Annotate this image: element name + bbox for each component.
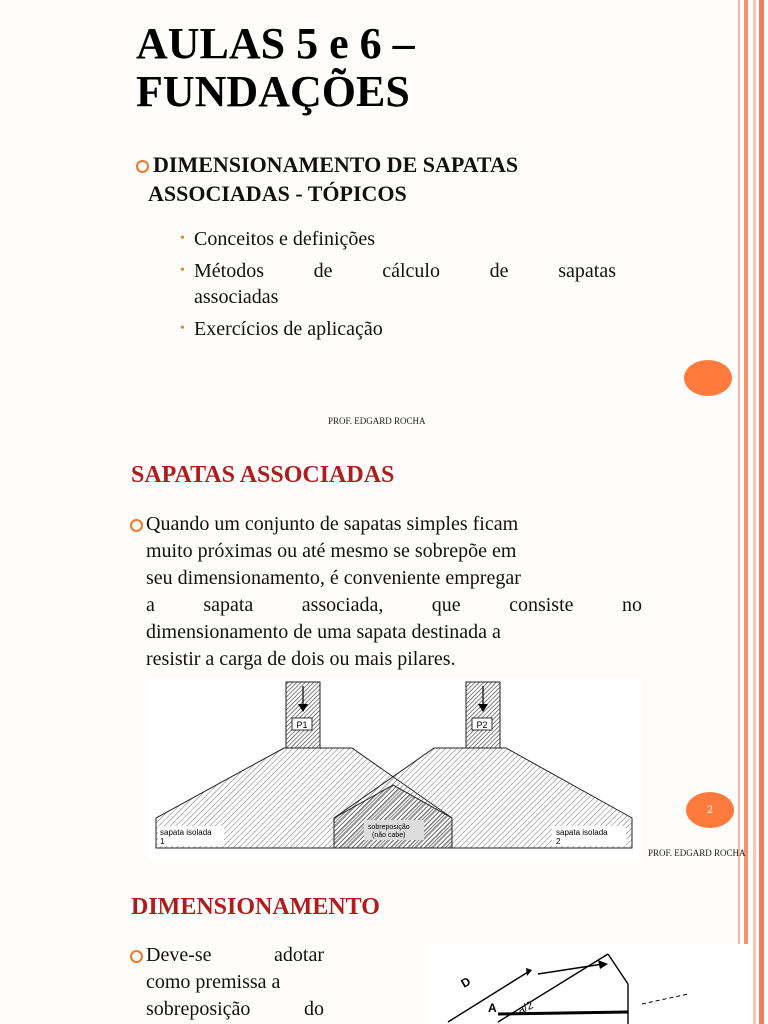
label-a: A [488, 1001, 497, 1015]
dimension-diagram [428, 944, 748, 1024]
topic-heading: DIMENSIONAMENTO DE SAPATAS ASSOCIADAS - TÓPICOS [136, 150, 636, 208]
slide-title: AULAS 5 e 6 – FUNDAÇÕES [136, 19, 415, 116]
label-d: D [458, 974, 474, 991]
dot-bullet-icon: • [180, 321, 185, 336]
topic-list [180, 226, 616, 348]
decorative-stripes [736, 0, 768, 432]
pillar-1-label: P1 [296, 720, 308, 730]
circle-bullet-icon [130, 950, 143, 963]
section-paragraph: Deve-se adotar como premissa a sobreposição do [130, 942, 324, 1023]
label-a-half: a/2 [516, 999, 536, 1017]
decorative-stripes [736, 432, 768, 864]
footer-author: PROF. EDGARD ROCHA [328, 416, 426, 426]
pillar-2-label: P2 [476, 720, 488, 730]
justified-line: Deve-se adotar [146, 944, 324, 966]
slide-1 [0, 0, 768, 432]
circle-bullet-icon [130, 519, 143, 532]
slide-3 [0, 864, 768, 1024]
section-heading: SAPATAS ASSOCIADAS [131, 462, 395, 488]
label-overlap-note: (não cabe) [372, 832, 406, 839]
sapata-diagram [148, 678, 642, 860]
list-item: • Conceitos e definições [180, 228, 376, 250]
label-isolated-1: sapata isolada [160, 828, 212, 837]
label-isolated-2-num: 2 [556, 837, 561, 846]
circle-bullet-icon [136, 160, 149, 173]
decorative-circle [684, 360, 732, 396]
label-isolated-2: sapata isolada [556, 828, 608, 837]
label-isolated-1-num: 1 [160, 837, 165, 846]
dot-bullet-icon: • [180, 263, 185, 278]
list-item: • Exercícios de aplicação [180, 318, 383, 340]
justified-line: sobreposição do [146, 998, 324, 1020]
slide-2 [0, 432, 768, 864]
label-overlap: sobreposição [368, 824, 410, 831]
list-item: • Métodos de cálculo de sapatas associadas [180, 260, 616, 308]
footer-author: PROF. EDGARD ROCHA [648, 848, 746, 858]
section-paragraph: Quando um conjunto de sapatas simples ficam muito próximas ou até mesmo se sobrepõe em seu dimensionamento, é conveniente empregar a sapata associada, que consiste no dimensionamento de uma sapata destinada a resistir a carga de dois ou mais pilares. [130, 511, 642, 673]
section-heading: DIMENSIONAMENTO [131, 894, 380, 920]
page-number-badge: 2 [686, 792, 734, 828]
justified-line: a sapata associada, que consiste no [146, 594, 642, 616]
dot-bullet-icon: • [180, 231, 185, 246]
